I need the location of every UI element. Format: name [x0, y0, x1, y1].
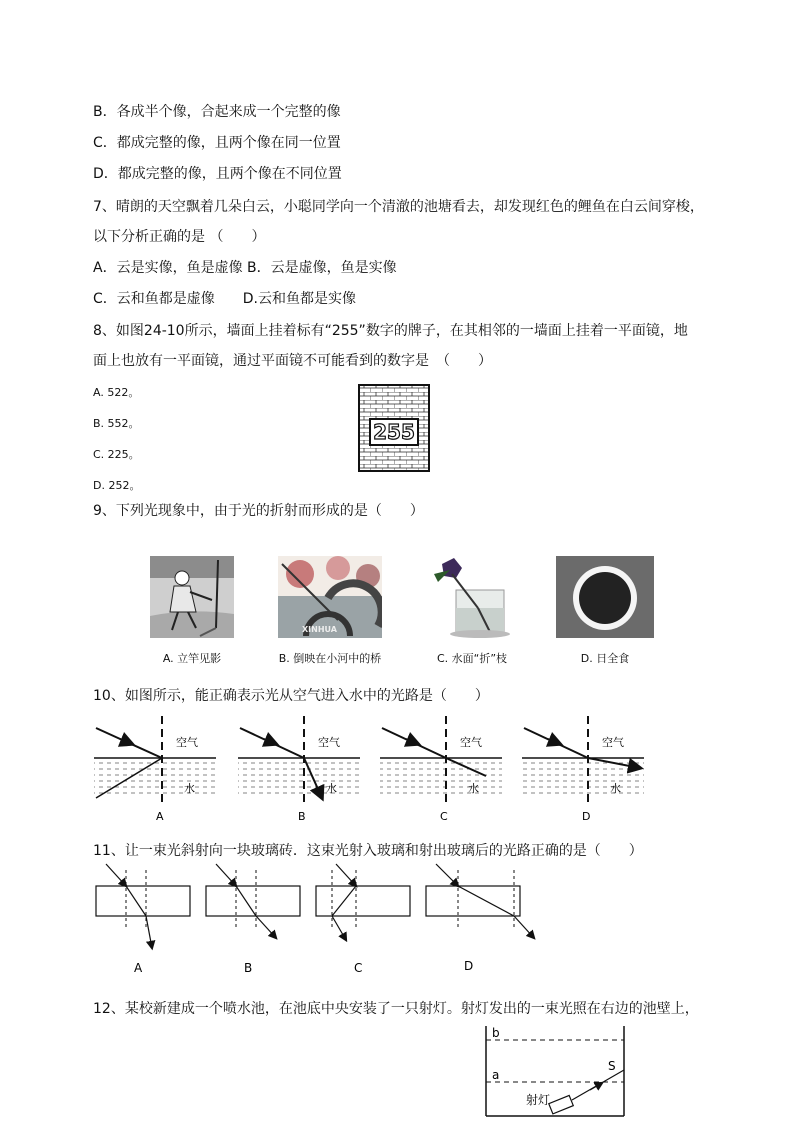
- picture-a-shadow: [150, 556, 234, 638]
- q7-stem-line1: 7、晴朗的天空飘着几朵白云，小聪同学向一个清澈的池塘看去，却发现红色的鲤鱼在白云间穿梭，: [93, 199, 704, 215]
- q12-label-b: b: [492, 1026, 500, 1040]
- q10-diagram-c: [380, 716, 502, 820]
- q11-diagram-d: [426, 864, 534, 973]
- q6-option-c: C．都成完整的像，且两个像在同一位置: [93, 135, 341, 151]
- q7-options-cd: C．云和鱼都是虚像 D.云和鱼都是实像: [93, 291, 357, 307]
- q10-c-letter: C: [440, 810, 448, 820]
- q10-d-letter: D: [582, 810, 591, 820]
- picture-d-solar-eclipse: [556, 556, 654, 638]
- q10-c-water-label: 水: [468, 782, 479, 795]
- caption-c: C. 水面“折”枝: [436, 652, 508, 665]
- q10-refraction-diagrams: [90, 712, 660, 820]
- q11-stem: 11、让一束光斜射向一块玻璃砖．这束光射入玻璃和射出玻璃后的光路正确的是（ ）: [93, 843, 643, 859]
- caption-a: A. 立竿见影: [162, 652, 222, 665]
- q11-b-letter: B: [244, 961, 253, 975]
- q10-a-air-label: 空气: [176, 736, 198, 749]
- sign-digits: 255: [373, 420, 415, 444]
- q8-stem-line1: 8、如图24-10所示，墙面上挂着标有“255”数字的牌子，在其相邻的一墙面上挂着一平面镜，地: [93, 323, 688, 339]
- q6-option-d: D．都成完整的像，且两个像在不同位置: [93, 166, 342, 182]
- q8-option-a: A. 522。: [93, 386, 140, 399]
- q11-a-letter: A: [134, 961, 143, 975]
- q11-diagram-b: [206, 864, 300, 975]
- q10-b-water-label: 水: [326, 782, 337, 795]
- q11-diagram-a: [96, 864, 190, 975]
- q12-label-a: a: [492, 1068, 500, 1082]
- q10-diagram-d: [522, 716, 644, 820]
- q12-lamp-label: 射灯: [526, 1093, 551, 1107]
- brick-wall-sign-figure: [358, 384, 430, 472]
- q8-stem-line2: 面上也放有一平面镜，通过平面镜不可能看到的数字是 （ ）: [93, 353, 492, 369]
- q12-label-s: S: [608, 1059, 616, 1073]
- q12-fountain-pool-figure: [480, 1020, 630, 1120]
- picture-c-bent-branch: [428, 556, 514, 638]
- q11-diagram-c: [316, 864, 410, 975]
- q7-stem-line2: 以下分析正确的是 （ ）: [93, 229, 266, 245]
- q11-glass-block-diagrams: [90, 860, 550, 978]
- q11-d-letter: D: [464, 959, 474, 973]
- q10-a-water-label: 水: [184, 782, 195, 795]
- q10-b-letter: B: [298, 810, 306, 820]
- q10-c-air-label: 空气: [460, 736, 482, 749]
- q10-diagram-a: [94, 716, 216, 820]
- q10-d-air-label: 空气: [602, 736, 624, 749]
- q10-a-letter: A: [156, 810, 164, 820]
- q8-option-c: C. 225。: [93, 448, 140, 461]
- q10-d-water-label: 水: [610, 782, 621, 795]
- q8-option-d: D. 252。: [93, 479, 141, 492]
- q11-c-letter: C: [354, 961, 363, 975]
- q8-option-b: B. 552。: [93, 417, 140, 430]
- picture-b-watermark: XINHUA: [302, 625, 337, 634]
- q12-stem: 12、某校新建成一个喷水池，在池底中央安装了一只射灯。射灯发出的一束光照在右边的池壁上，: [93, 1001, 699, 1017]
- q9-stem: 9、下列光现象中，由于光的折射而形成的是（ ）: [93, 503, 424, 519]
- q10-b-air-label: 空气: [318, 736, 340, 749]
- q10-diagram-b: [238, 716, 360, 820]
- caption-b: B. 倒映在小河中的桥: [278, 652, 382, 665]
- caption-d: D. 日全食: [580, 652, 630, 665]
- q7-options-ab: A．云是实像，鱼是虚像 B．云是虚像，鱼是实像: [93, 260, 397, 276]
- picture-b-bridge-reflection: [278, 556, 382, 638]
- q10-stem: 10、如图所示，能正确表示光从空气进入水中的光路是（ ）: [93, 688, 489, 704]
- q6-option-b: B．各成半个像，合起来成一个完整的像: [93, 104, 341, 120]
